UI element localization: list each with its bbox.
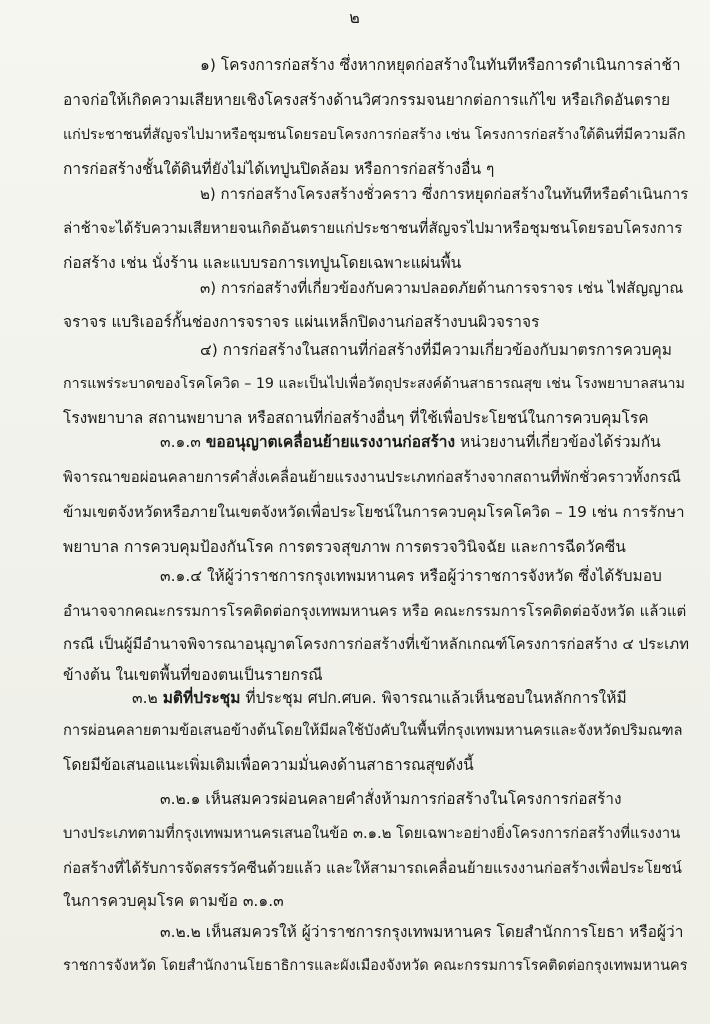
text-line: พิจารณาขอผ่อนคลายการคำสั่งเคลื่อนย้ายแรงงานประเภทก่อสร้างจากสถานที่พักชั่วคราวทั้งกรณี bbox=[63, 468, 681, 486]
text-line: ๓.๒.๑ เห็นสมควรผ่อนคลายคำสั่งห้ามการก่อสร้างในโครงการก่อสร้าง bbox=[160, 790, 622, 808]
section-heading: ขออนุญาตเคลื่อนย้ายแรงงานก่อสร้าง bbox=[205, 433, 456, 451]
text-line: ในการควบคุมโรค ตามข้อ ๓.๑.๓ bbox=[63, 892, 284, 910]
section-text: หน่วยงานที่เกี่ยวข้องได้ร่วมกัน bbox=[460, 433, 661, 451]
text-line: การผ่อนคลายตามข้อเสนอข้างต้นโดยให้มีผลใช้บังคับในพื้นที่กรุงเทพมหานครและจังหวัดปริมณฑล bbox=[63, 722, 683, 739]
text-line: ๔) การก่อสร้างในสถานที่ก่อสร้างที่มีความเกี่ยวข้องกับมาตรการควบคุม bbox=[200, 341, 672, 359]
text-line: โดยมีข้อเสนอแนะเพิ่มเติมเพื่อความมั่นคงด้านสาธารณสุขดังนี้ bbox=[63, 756, 474, 774]
text-line: ๓) การก่อสร้างที่เกี่ยวข้องกับความปลอดภัยด้านการจราจร เช่น ไฟสัญญาณ bbox=[200, 279, 684, 297]
section-3-2-line bbox=[132, 688, 627, 708]
text-line: ๓.๑.๔ ให้ผู้ว่าราชการกรุงเทพมหานคร หรือผู้ว่าราชการจังหวัด ซึ่งได้รับมอบ bbox=[160, 567, 662, 585]
text-line: อาจก่อให้เกิดความเสียหายเชิงโครงสร้างด้านวิศวกรรมจนยากต่อการแก้ไข หรือเกิดอันตราย bbox=[63, 91, 671, 109]
section-number: ๓.๑.๓ bbox=[160, 433, 201, 451]
text-line: ๑) โครงการก่อสร้าง ซึ่งหากหยุดก่อสร้างในทันทีหรือการดำเนินการล่าช้า bbox=[200, 56, 681, 74]
text-line: การก่อสร้างชั้นใต้ดินที่ยังไม่ได้เทปูนปิดล้อม หรือการก่อสร้างอื่น ๆ bbox=[63, 160, 495, 178]
page-number: ๒ bbox=[349, 8, 361, 27]
section-heading: มติที่ประชุม bbox=[162, 689, 241, 707]
section-number: ๓.๒ bbox=[132, 689, 158, 707]
text-line: ๒) การก่อสร้างโครงสร้างชั่วคราว ซึ่งการหยุดก่อสร้างในทันทีหรือดำเนินการ bbox=[200, 185, 689, 203]
text-line: ล่าช้าจะได้รับความเสียหายจนเกิดอันตรายแก่ประชาชนที่สัญจรไปมาหรือชุมชนโดยรอบโครงการ bbox=[63, 219, 683, 237]
text-line: ราชการจังหวัด โดยสำนักงานโยธาธิการและผังเมืองจังหวัด คณะกรรมการโรคติดต่อกรุงเทพมหานคร bbox=[63, 958, 688, 974]
section-text: ที่ประชุม ศปก.ศบค. พิจารณาแล้วเห็นชอบในหลักการให้มี bbox=[245, 689, 627, 707]
text-line: อำนาจจากคณะกรรมการโรคติดต่อกรุงเทพมหานคร หรือ คณะกรรมการโรคติดต่อจังหวัด แล้วแต่ bbox=[63, 602, 687, 620]
section-3-1-3-line bbox=[160, 432, 661, 452]
text-line: ข้างต้น ในเขตพื้นที่ของตนเป็นรายกรณี bbox=[63, 666, 323, 684]
text-line: จราจร แบริเออร์กั้นช่องการจราจร แผ่นเหล็กปิดงานก่อสร้างบนผิวจราจร bbox=[63, 313, 540, 331]
text-line: พยาบาล การควบคุมป้องกันโรค การตรวจสุขภาพ การตรวจวินิจฉัย และการฉีดวัคซีน bbox=[63, 538, 626, 556]
text-line: ๓.๒.๒ เห็นสมควรให้ ผู้ว่าราชการกรุงเทพมหานคร โดยสำนักการโยธา หรือผู้ว่า bbox=[160, 923, 684, 941]
text-line: แก่ประชาชนที่สัญจรไปมาหรือชุมชนโดยรอบโครงการก่อสร้าง เช่น โครงการก่อสร้างใต้ดินที่มีความลึก bbox=[63, 127, 686, 143]
text-line: กรณี เป็นผู้มีอำนาจพิจารณาอนุญาตโครงการก่อสร้างที่เข้าหลักเกณฑ์โครงการก่อสร้าง ๔ ประเภท bbox=[63, 635, 690, 653]
text-line: ก่อสร้าง เช่น นั่งร้าน และแบบรอการเทปูนโดยเฉพาะแผ่นพื้น bbox=[63, 254, 462, 272]
text-line: โรงพยาบาล สถานพยาบาล หรือสถานที่ก่อสร้างอื่นๆ ที่ใช้เพื่อประโยชน์ในการควบคุมโรค bbox=[63, 409, 649, 427]
text-line: ข้ามเขตจังหวัดหรือภายในเขตจังหวัดเพื่อประโยชน์ในการควบคุมโรคโควิด – 19 เช่น การรักษา bbox=[63, 503, 685, 521]
text-line: การแพร่ระบาดของโรคโควิด – 19 และเป็นไปเพื่อวัตถุประสงค์ด้านสาธารณสุข เช่น โรงพยาบาลสนาม bbox=[63, 376, 685, 392]
text-line: ก่อสร้างที่ได้รับการจัดสรรวัคซีนด้วยแล้ว และให้สามารถเคลื่อนย้ายแรงงานก่อสร้างเพื่อประโยชน์ bbox=[63, 859, 682, 877]
text-line: บางประเภทตามที่กรุงเทพมหานครเสนอในข้อ ๓.๑.๒ โดยเฉพาะอย่างยิ่งโครงการก่อสร้างที่แรงงาน bbox=[63, 825, 681, 842]
